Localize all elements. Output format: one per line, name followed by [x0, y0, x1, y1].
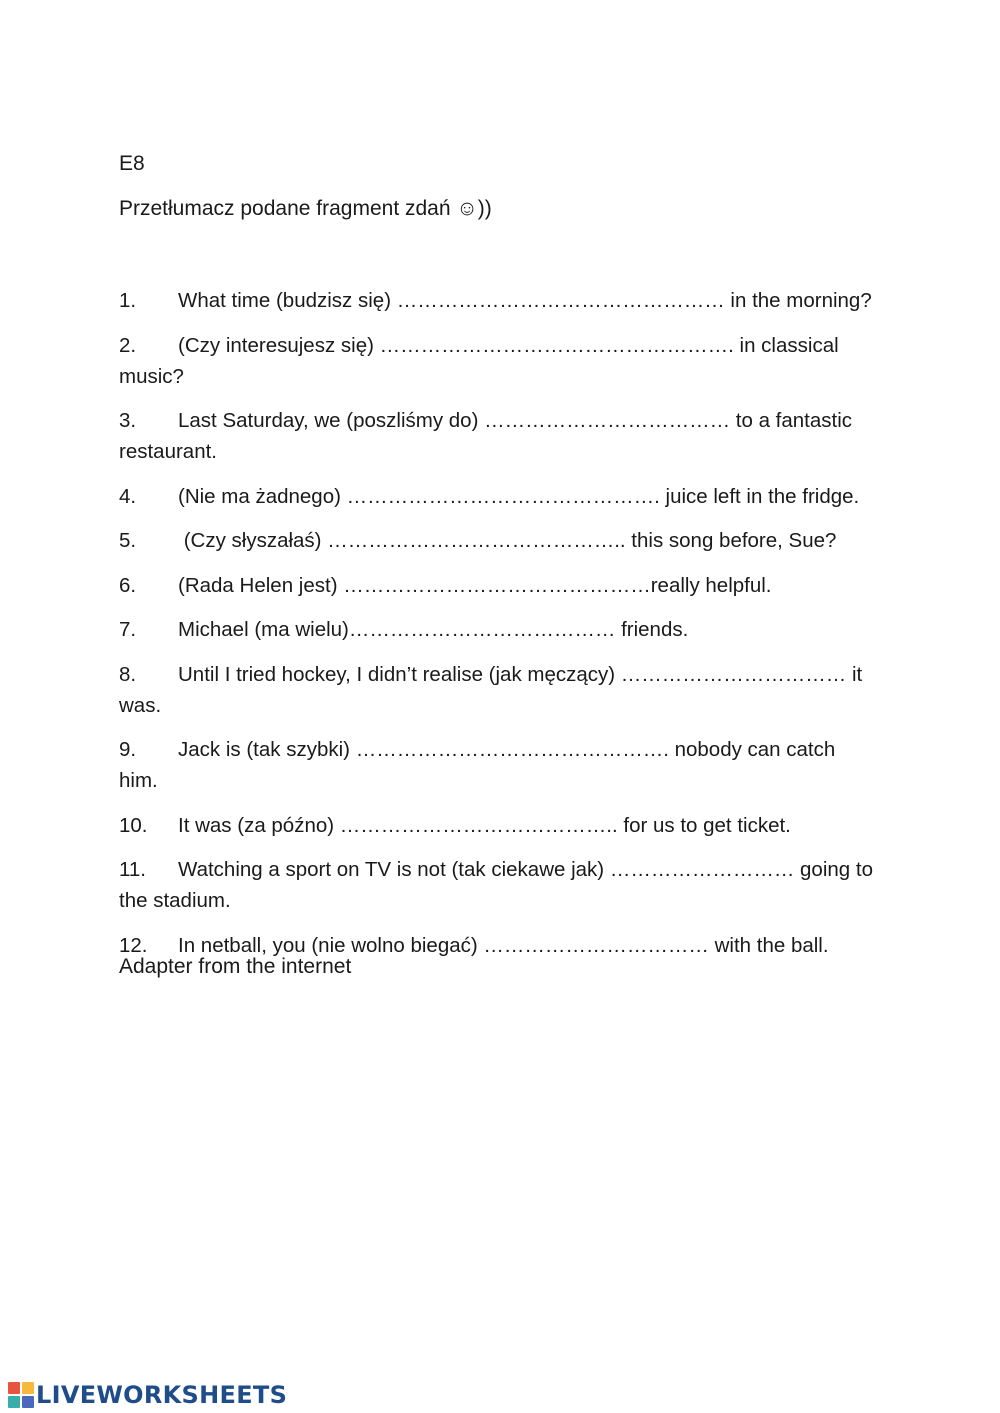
instruction-text: Przetłumacz podane fragment zdań ☺))	[119, 197, 492, 220]
item-text: Jack is (tak szybki) ………………………………………. nobody can catch him.	[119, 738, 836, 792]
logo-tile	[8, 1382, 20, 1394]
liveworksheets-logo-icon	[8, 1382, 34, 1408]
exercise-item	[119, 405, 879, 467]
item-text: (Rada Helen jest) ………………………………………really helpful.	[178, 573, 772, 597]
logo-tile	[22, 1396, 34, 1408]
item-text: Until I tried hockey, I didn’t realise (jak męczący) …………………………… it was.	[119, 662, 863, 717]
brand-name: LIVEWORKSHEETS	[36, 1381, 288, 1409]
exercise-item	[119, 330, 879, 392]
item-text: What time (budzisz się) ………………………………………… in the morning?	[178, 289, 872, 312]
exercise-item	[119, 659, 879, 721]
worksheet-code: E8	[119, 152, 145, 175]
item-text: Watching a sport on TV is not (tak ciekawe jak) ……………………… going to the stadium.	[119, 858, 873, 912]
exercise-item	[119, 854, 879, 916]
exercise-list	[119, 285, 879, 974]
item-number: 10.	[119, 813, 148, 837]
item-number: 3.	[119, 409, 137, 432]
exercise-item	[119, 481, 879, 512]
exercise-item	[119, 525, 879, 556]
exercise-item	[119, 734, 879, 796]
item-text: (Czy słyszałaś) …………………………………….. this song before, Sue?	[178, 529, 837, 552]
item-text: In netball, you (nie wolno biegać) …………………………… with the ball.	[178, 933, 829, 957]
exercise-item	[119, 570, 879, 601]
item-number: 1.	[119, 289, 137, 312]
item-text: (Nie ma żadnego) ………………………………………. juice left in the fridge.	[178, 484, 860, 508]
item-text: (Czy interesujesz się) ……………………………………………. in classical music?	[119, 333, 839, 388]
item-text: It was (za późno) ………………………………….. for us to get ticket.	[178, 813, 791, 837]
item-number: 9.	[119, 738, 137, 761]
item-number: 5.	[119, 529, 137, 552]
exercise-item	[119, 614, 879, 645]
exercise-item	[119, 810, 879, 841]
item-number: 12.	[119, 933, 148, 957]
item-number: 8.	[119, 662, 137, 686]
logo-tile	[22, 1382, 34, 1394]
item-text: Last Saturday, we (poszliśmy do) ……………………………… to a fantastic restaurant.	[119, 409, 853, 463]
item-number: 2.	[119, 333, 137, 357]
item-number: 6.	[119, 573, 137, 597]
exercise-item	[119, 285, 879, 316]
logo-tile	[8, 1396, 20, 1408]
item-text: Michael (ma wielu)………………………………… friends.	[178, 618, 689, 641]
item-number: 4.	[119, 484, 137, 508]
item-number: 7.	[119, 618, 137, 641]
item-number: 11.	[119, 858, 146, 881]
liveworksheets-brand[interactable]	[8, 1381, 287, 1409]
source-note: Adapter from the internet	[119, 955, 352, 978]
